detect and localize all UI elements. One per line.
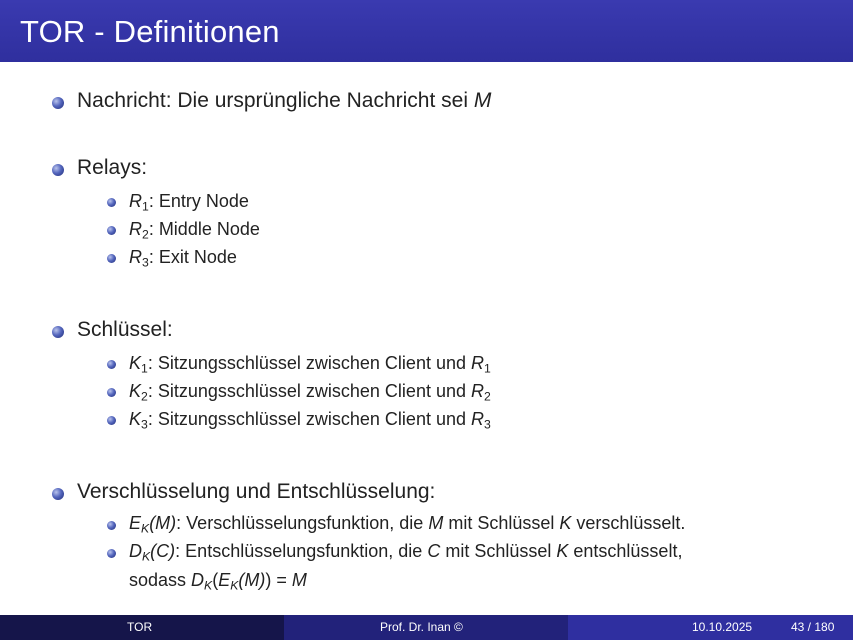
footer-page-number: 43 / 180 (791, 620, 835, 634)
item-verschluesselung-label: Verschlüsselung und Entschlüsselung: (77, 480, 436, 503)
math-sub: 2 (141, 389, 148, 404)
key-k2 (129, 381, 491, 403)
math-var: K (556, 541, 569, 561)
footer-author: Prof. Dr. Inan © (380, 620, 463, 634)
relay-r3 (129, 247, 237, 269)
footer-section-cell (0, 615, 284, 640)
sub-bullet-icon (107, 521, 116, 530)
sub-bullet-icon (107, 198, 116, 207)
bullet-icon (52, 326, 64, 338)
math-var: R (470, 409, 484, 429)
item-text: mit Schlüssel (443, 513, 560, 533)
math-arg: (C) (150, 541, 176, 561)
bullet-icon (52, 97, 64, 109)
math-sub: 1 (141, 361, 148, 376)
math-var: M (473, 89, 492, 112)
math-var: K (129, 381, 142, 401)
math-var: E (218, 570, 231, 590)
math-var: R (129, 191, 142, 211)
footer-bar (0, 615, 853, 640)
math-sub: 1 (142, 199, 149, 214)
encryption-function (129, 513, 685, 535)
decryption-function-line2 (129, 570, 307, 592)
math-eq: = (271, 570, 292, 590)
relay-r2 (129, 219, 260, 241)
title-bar (0, 0, 853, 62)
item-text: : Exit Node (148, 247, 237, 267)
slide-title: TOR - Definitionen (20, 14, 280, 49)
math-sub: K (204, 578, 213, 593)
math-var: E (129, 513, 142, 533)
math-var: M (291, 570, 307, 590)
math-var: D (129, 541, 142, 561)
footer-author-cell (284, 615, 568, 640)
math-sub: K (141, 521, 150, 536)
math-var: D (191, 570, 205, 590)
math-var: R (470, 381, 484, 401)
sub-bullet-icon (107, 226, 116, 235)
math-paren: ( (212, 570, 219, 590)
sub-bullet-icon (107, 549, 116, 558)
decryption-function (129, 541, 682, 563)
sub-bullet-icon (107, 416, 116, 425)
bullet-icon (52, 488, 64, 500)
math-var: R (129, 247, 142, 267)
math-var: R (129, 219, 142, 239)
item-text: : Middle Node (148, 219, 260, 239)
math-var: R (470, 353, 484, 373)
item-text: : Verschlüsselungsfunktion, die (176, 513, 429, 533)
math-var: K (129, 353, 142, 373)
math-var: M (428, 513, 444, 533)
math-var: K (559, 513, 572, 533)
math-arg: (M) (149, 513, 177, 533)
item-schluessel-label: Schlüssel: (77, 318, 173, 341)
sub-bullet-icon (107, 360, 116, 369)
item-nachricht (77, 89, 491, 113)
key-k1 (129, 353, 491, 375)
item-text: verschlüsselt. (571, 513, 686, 533)
item-text: sodass (129, 570, 192, 590)
item-text: : Sitzungsschlüssel zwischen Client und (147, 409, 471, 429)
relay-r1 (129, 191, 249, 213)
item-text: Nachricht: Die ursprüngliche Nachricht sei (77, 89, 474, 112)
sub-bullet-icon (107, 388, 116, 397)
math-sub: 1 (483, 361, 491, 376)
math-sub: 2 (142, 227, 149, 242)
math-arg: (M) (238, 570, 266, 590)
item-text: entschlüsselt, (568, 541, 683, 561)
footer-section: TOR (127, 620, 153, 634)
item-text: : Entschlüsselungsfunktion, die (175, 541, 428, 561)
math-sub: K (230, 578, 239, 593)
math-sub: 3 (141, 417, 148, 432)
footer-meta-cell (568, 615, 853, 640)
math-var: C (427, 541, 441, 561)
item-relays-label: Relays: (77, 156, 148, 179)
math-var: K (129, 409, 142, 429)
item-text: : Entry Node (148, 191, 249, 211)
math-sub: K (142, 549, 151, 564)
sub-bullet-icon (107, 254, 116, 263)
key-k3 (129, 409, 491, 431)
bullet-icon (52, 164, 64, 176)
math-sub: 2 (483, 389, 491, 404)
footer-date: 10.10.2025 (692, 620, 753, 634)
item-text: : Sitzungsschlüssel zwischen Client und (147, 353, 471, 373)
item-text: : Sitzungsschlüssel zwischen Client und (147, 381, 471, 401)
item-text: mit Schlüssel (440, 541, 557, 561)
math-paren: ) (265, 570, 272, 590)
math-sub: 3 (142, 255, 149, 270)
math-sub: 3 (483, 417, 491, 432)
